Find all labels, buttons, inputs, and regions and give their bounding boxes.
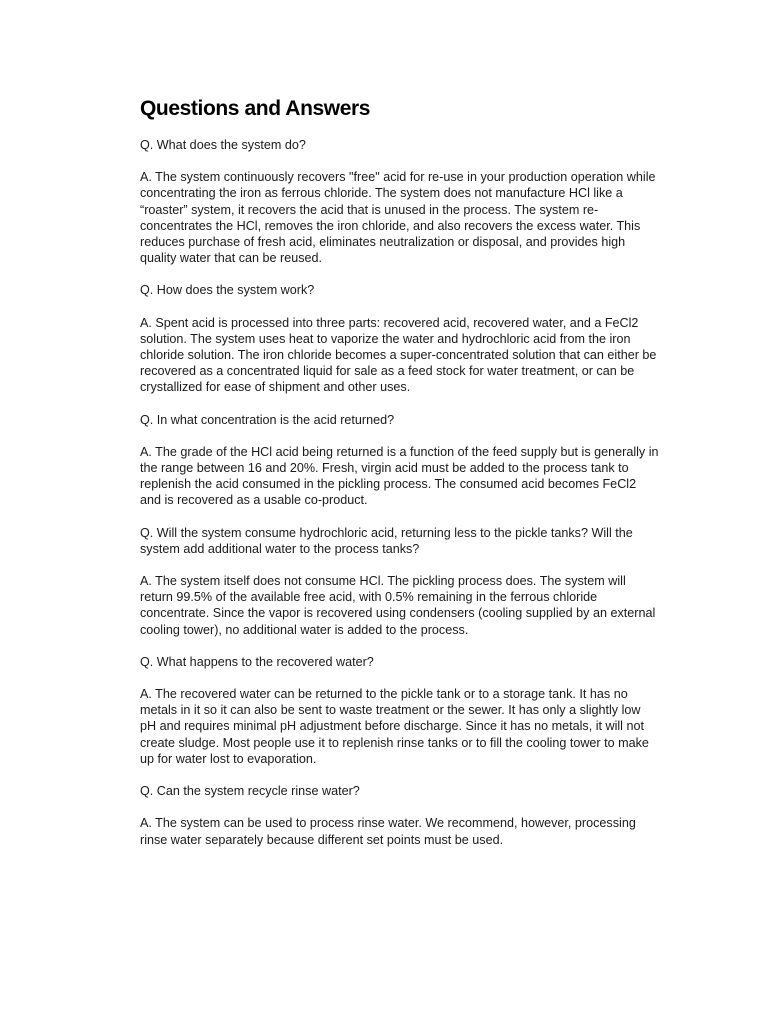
answer-text: A. The system itself does not consume HCl. The pickling process does. The system will return 99.5% of the available free acid, with 0.5% remaining in the ferrous chloride concentrate. Since the vapor is recovered using condensers (cooling supplied by an external cooling tower), no additional water is added to the process. xyxy=(140,574,656,637)
question-text: Q. What does the system do? xyxy=(140,138,306,152)
answer-text: A. The system continuously recovers "free" acid for re-use in your production operation while concentrating the iron as ferrous chloride. The system does not manufacture HCl like a “roaster” system, it recovers the acid that is unused in the process. The system re-concentrates the HCl, removes the iron chloride, and also recovers the excess water. This reduces purchase of fresh acid, eliminates neutralization or disposal, and provides high quality water that can be reused. xyxy=(140,170,656,266)
document-page xyxy=(140,96,660,864)
answer-text: A. Spent acid is processed into three parts: recovered acid, recovered water, and a FeCl2 solution. The system uses heat to vaporize the water and hydrochloric acid from the iron chloride solution. The iron chloride becomes a super-concentrated solution that can either be recovered as a concentrated liquid for sale as a feed stock for water treatment, or can be crystallized for ease of shipment and other uses. xyxy=(140,315,657,395)
qa-item xyxy=(140,654,660,767)
qa-item xyxy=(140,412,660,509)
answer-text: A. The grade of the HCl acid being returned is a function of the feed supply but is generally in the range between 16 and 20%. Fresh, virgin acid must be added to the process tank to replenish the acid consumed in the pickling process. The consumed acid becomes FeCl2 and is recovered as a usable co-product. xyxy=(140,444,659,508)
question-text: Q. What happens to the recovered water? xyxy=(140,654,374,669)
question-text: Q. In what concentration is the acid returned? xyxy=(140,412,395,427)
question-text: Q. Can the system recycle rinse water? xyxy=(140,784,360,799)
question-text: Q. Will the system consume hydrochloric acid, returning less to the pickle tanks? Will the system add additional water to the process tanks? xyxy=(140,525,633,556)
question-text: Q. How does the system work? xyxy=(140,283,315,298)
qa-item xyxy=(140,783,660,848)
qa-item xyxy=(140,282,660,395)
page-title: Questions and Answers xyxy=(140,97,371,120)
answer-text: A. The system can be used to process rinse water. We recommend, however, processing rinse water separately because different set points must be used. xyxy=(140,816,636,847)
answer-text: A. The recovered water can be returned to the pickle tank or to a storage tank. It has no metals in it so it can also be sent to waste treatment or the sewer. It has only a slightly low pH and requires minimal pH adjustment before discharge. Since it has no metals, it will not create sludge. Most people use it to replenish rinse tanks or to fill the cooling tower to make up for water lost to evaporation. xyxy=(140,687,649,766)
qa-item xyxy=(140,137,660,266)
qa-item xyxy=(140,525,660,638)
